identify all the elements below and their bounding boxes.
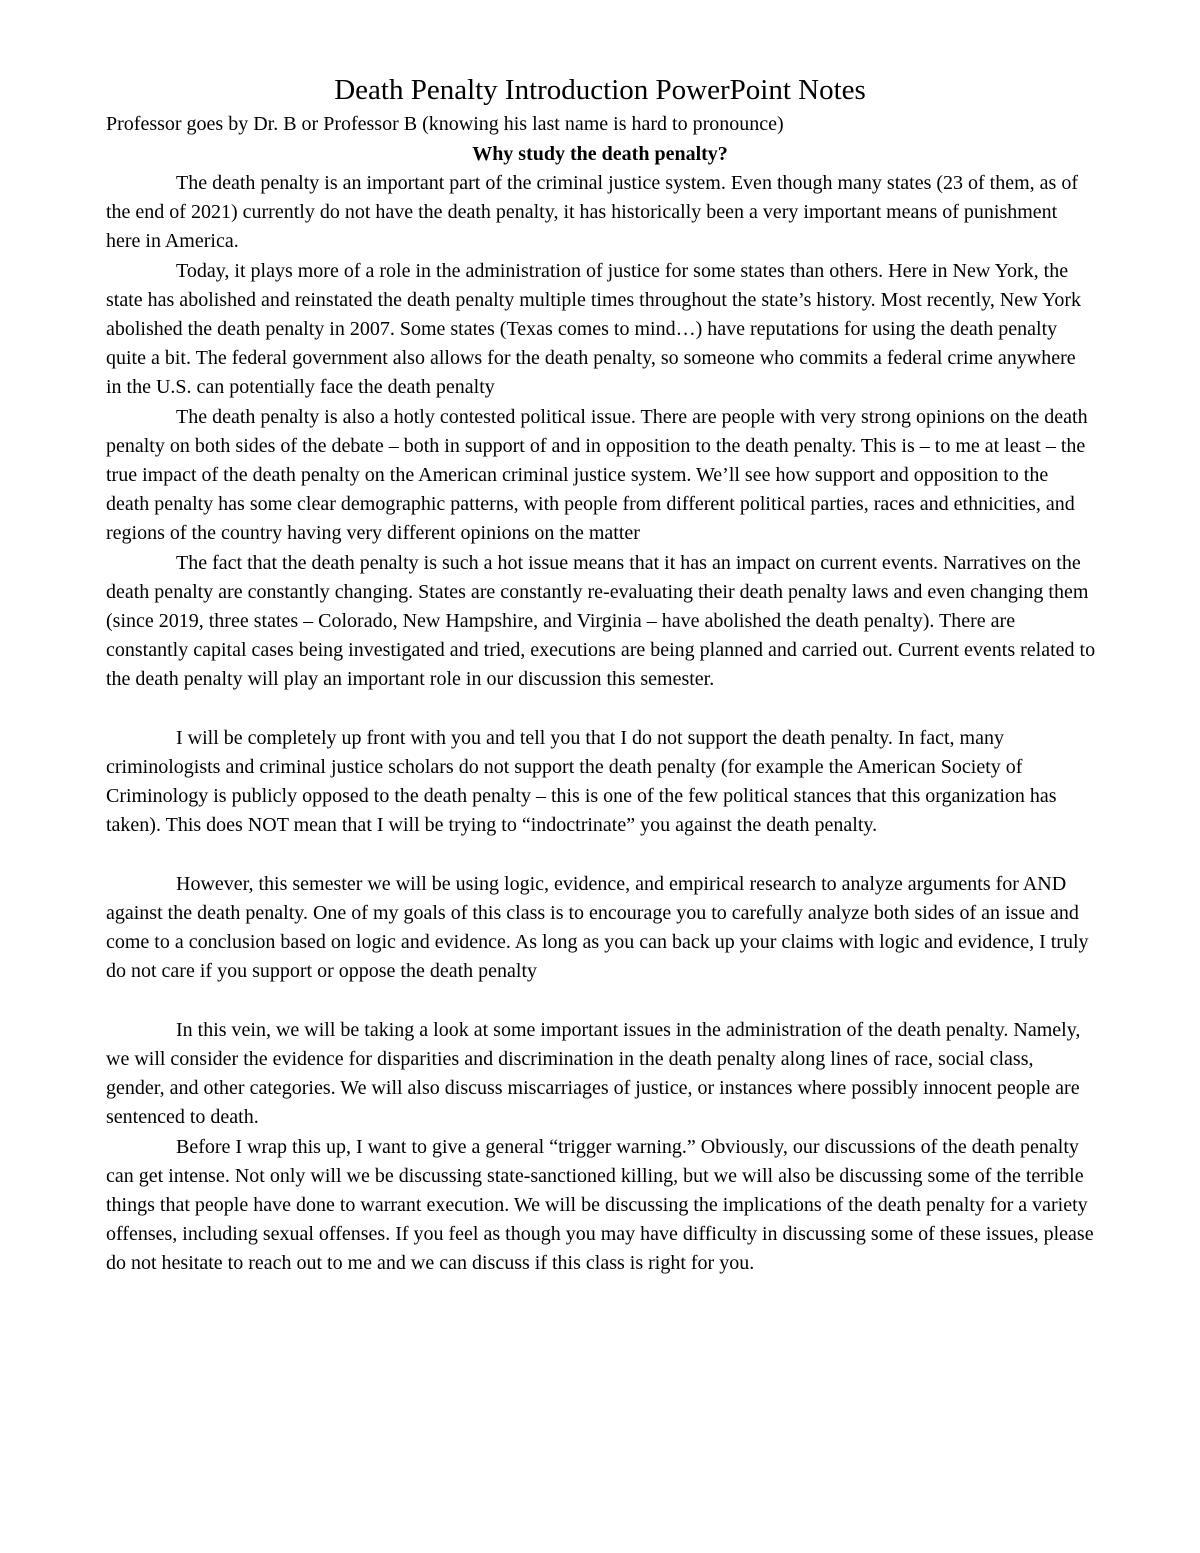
document-body bbox=[106, 169, 1096, 1279]
paragraph-state-role: Today, it plays more of a role in the administration of justice for some states than others. Here in New York, the state has abolished and reinstated the death penalty multiple times throughout the state’s history. Most recently, New York abolished the death penalty in 2007. Some states (Texas comes to mind…) have reputations for using the death penalty quite a bit. The federal government also allows for the death penalty, so someone who commits a federal crime anywhere in the U.S. can potentially face the death penalty bbox=[106, 259, 1081, 399]
paragraph-trigger-warning: Before I wrap this up, I want to give a general “trigger warning.” Obviously, our discussions of the death penalty can get intense. Not only will we be discussing state-sanctioned killing, but we will also be discussing some of the terrible things that people have done to warrant execution. We will be discussing the implications of the death penalty for a variety offenses, including sexual offenses. If you feel as though you may have difficulty in discussing some of these issues, please do not hesitate to reach out to me and we can discuss if this class is right for you. bbox=[106, 1135, 1094, 1275]
paragraph-course-approach: However, this semester we will be using logic, evidence, and empirical research to analyze arguments for AND against the death penalty. One of my goals of this class is to encourage you to carefully analyze both sides of an issue and come to a conclusion based on logic and evidence. As long as you can back up your claims with logic and evidence, I truly do not care if you support or oppose the death penalty bbox=[106, 872, 1089, 983]
paragraph-importance: The death penalty is an important part of the criminal justice system. Even though many states (23 of them, as of the end of 2021) currently do not have the death penalty, it has historically been a very important means of punishment here in America. bbox=[106, 172, 1078, 253]
document-title: Death Penalty Introduction PowerPoint Notes bbox=[334, 74, 866, 106]
paragraph-professor-position: I will be completely up front with you and tell you that I do not support the death penalty. In fact, many criminologists and criminal justice scholars do not support the death penalty (for example the American Society of Criminology is publicly opposed to the death penalty – this is one of the few political stances that this organization has taken). This does NOT mean that I will be trying to “indoctrinate” you against the death penalty. bbox=[106, 726, 1057, 837]
paragraph-issues-covered: In this vein, we will be taking a look at some important issues in the administration of the death penalty. Namely, we will consider the evidence for disparities and discrimination in the death penalty along lines of race, social class, gender, and other categories. We will also discuss miscarriages of justice, or instances where possibly innocent people are sentenced to death. bbox=[106, 1018, 1081, 1129]
paragraph-political-issue: The death penalty is also a hotly contested political issue. There are people with very strong opinions on the death penalty on both sides of the debate – both in support of and in opposition to the death penalty. This is – to me at least – the true impact of the death penalty on the American criminal justice system. We’ll see how support and opposition to the death penalty has some clear demographic patterns, with people from different political parties, races and ethnicities, and regions of the country having very different opinions on the matter bbox=[106, 405, 1088, 545]
professor-note: Professor goes by Dr. B or Professor B (knowing his last name is hard to pronounce) bbox=[106, 113, 784, 135]
section-heading: Why study the death penalty? bbox=[472, 143, 728, 165]
paragraph-current-events: The fact that the death penalty is such a hot issue means that it has an impact on current events. Narratives on the death penalty are constantly changing. States are constantly re-evaluating their death penalty laws and even changing them (since 2019, three states – Colorado, New Hampshire, and Virginia – have abolished the death penalty). There are constantly capital cases being investigated and tried, executions are being planned and carried out. Current events related to the death penalty will play an important role in our discussion this semester. bbox=[106, 551, 1096, 691]
